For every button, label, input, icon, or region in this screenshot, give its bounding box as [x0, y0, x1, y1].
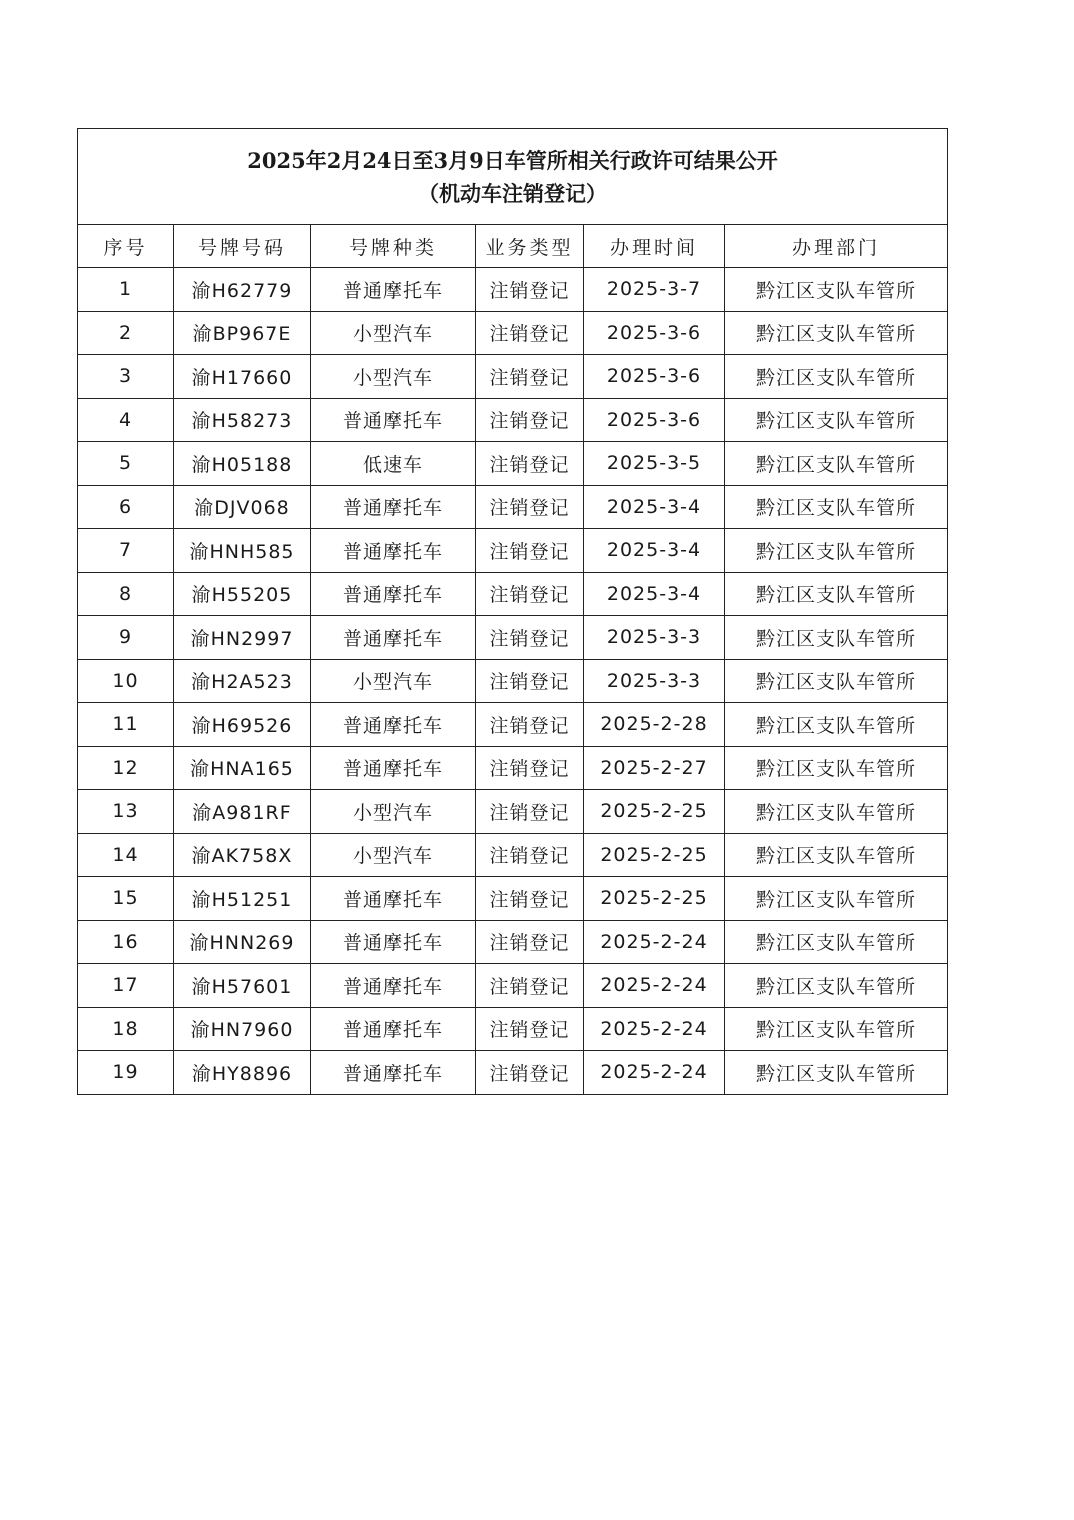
cell-department: 黔江区支队车管所	[725, 529, 948, 573]
cell-business-type: 注销登记	[476, 398, 584, 442]
table-row	[78, 311, 948, 355]
cell-business-type: 注销登记	[476, 659, 584, 703]
cell-process-date: 2025-2-24	[584, 964, 725, 1008]
title-line-2: （机动车注销登记）	[418, 180, 608, 206]
cell-department: 黔江区支队车管所	[725, 964, 948, 1008]
cell-index: 10	[78, 659, 174, 703]
cell-process-date: 2025-3-4	[584, 485, 725, 529]
cell-plate-number: 渝H55205	[174, 572, 311, 616]
cell-business-type: 注销登记	[476, 529, 584, 573]
cell-index: 4	[78, 398, 174, 442]
cell-index: 17	[78, 964, 174, 1008]
cell-process-date: 2025-3-7	[584, 268, 725, 312]
cell-plate-type: 普通摩托车	[311, 877, 476, 921]
cell-plate-number: 渝AK758X	[174, 833, 311, 877]
cell-plate-type: 普通摩托车	[311, 268, 476, 312]
cell-index: 3	[78, 355, 174, 399]
cell-plate-type: 小型汽车	[311, 659, 476, 703]
cell-business-type: 注销登记	[476, 703, 584, 747]
cell-plate-number: 渝H58273	[174, 398, 311, 442]
cell-plate-type: 普通摩托车	[311, 1007, 476, 1051]
cell-plate-number: 渝A981RF	[174, 790, 311, 834]
cell-plate-type: 普通摩托车	[311, 485, 476, 529]
cell-department: 黔江区支队车管所	[725, 877, 948, 921]
cell-index: 19	[78, 1051, 174, 1095]
cell-plate-type: 普通摩托车	[311, 616, 476, 660]
cell-process-date: 2025-2-24	[584, 920, 725, 964]
cell-plate-number: 渝HN7960	[174, 1007, 311, 1051]
cell-index: 5	[78, 442, 174, 486]
cell-process-date: 2025-3-3	[584, 616, 725, 660]
cell-process-date: 2025-2-24	[584, 1051, 725, 1095]
cell-plate-number: 渝H69526	[174, 703, 311, 747]
cell-plate-number: 渝H2A523	[174, 659, 311, 703]
table-row	[78, 268, 948, 312]
table-row	[78, 529, 948, 573]
cell-plate-type: 普通摩托车	[311, 1051, 476, 1095]
cell-plate-number: 渝BP967E	[174, 311, 311, 355]
cell-plate-number: 渝H57601	[174, 964, 311, 1008]
cell-plate-number: 渝DJV068	[174, 485, 311, 529]
column-header-process-date: 办理时间	[584, 225, 725, 268]
table-row	[78, 746, 948, 790]
cell-process-date: 2025-2-27	[584, 746, 725, 790]
cell-business-type: 注销登记	[476, 572, 584, 616]
cell-department: 黔江区支队车管所	[725, 398, 948, 442]
cell-process-date: 2025-2-25	[584, 790, 725, 834]
header-row	[78, 225, 948, 268]
cell-index: 6	[78, 485, 174, 529]
cell-business-type: 注销登记	[476, 746, 584, 790]
cell-plate-number: 渝H51251	[174, 877, 311, 921]
cell-department: 黔江区支队车管所	[725, 659, 948, 703]
cell-plate-number: 渝HY8896	[174, 1051, 311, 1095]
cell-department: 黔江区支队车管所	[725, 485, 948, 529]
cell-index: 13	[78, 790, 174, 834]
cell-department: 黔江区支队车管所	[725, 442, 948, 486]
cell-department: 黔江区支队车管所	[725, 616, 948, 660]
cell-plate-type: 低速车	[311, 442, 476, 486]
cell-business-type: 注销登记	[476, 311, 584, 355]
cell-process-date: 2025-3-6	[584, 398, 725, 442]
cell-plate-number: 渝HN2997	[174, 616, 311, 660]
cell-index: 14	[78, 833, 174, 877]
cell-process-date: 2025-3-3	[584, 659, 725, 703]
cell-index: 1	[78, 268, 174, 312]
cell-plate-number: 渝H62779	[174, 268, 311, 312]
cell-plate-type: 普通摩托车	[311, 529, 476, 573]
cell-department: 黔江区支队车管所	[725, 833, 948, 877]
table-row	[78, 659, 948, 703]
cell-process-date: 2025-2-25	[584, 833, 725, 877]
cell-department: 黔江区支队车管所	[725, 311, 948, 355]
cell-department: 黔江区支队车管所	[725, 920, 948, 964]
cell-plate-number: 渝H05188	[174, 442, 311, 486]
cell-plate-type: 小型汽车	[311, 355, 476, 399]
cell-index: 16	[78, 920, 174, 964]
column-header-index: 序号	[78, 225, 174, 268]
cell-business-type: 注销登记	[476, 1007, 584, 1051]
cell-business-type: 注销登记	[476, 268, 584, 312]
cell-plate-type: 普通摩托车	[311, 572, 476, 616]
cell-plate-number: 渝HNA165	[174, 746, 311, 790]
cell-process-date: 2025-3-4	[584, 572, 725, 616]
cell-department: 黔江区支队车管所	[725, 1007, 948, 1051]
cell-index: 18	[78, 1007, 174, 1051]
cell-process-date: 2025-2-28	[584, 703, 725, 747]
column-header-business-type: 业务类型	[476, 225, 584, 268]
cell-business-type: 注销登记	[476, 442, 584, 486]
table-row	[78, 572, 948, 616]
cell-business-type: 注销登记	[476, 964, 584, 1008]
table-row	[78, 790, 948, 834]
table-row	[78, 920, 948, 964]
cell-department: 黔江区支队车管所	[725, 572, 948, 616]
cell-business-type: 注销登记	[476, 790, 584, 834]
table-row	[78, 616, 948, 660]
cell-index: 8	[78, 572, 174, 616]
cell-plate-type: 普通摩托车	[311, 398, 476, 442]
table-row	[78, 964, 948, 1008]
cell-department: 黔江区支队车管所	[725, 790, 948, 834]
cell-process-date: 2025-3-6	[584, 311, 725, 355]
cell-process-date: 2025-2-25	[584, 877, 725, 921]
cell-department: 黔江区支队车管所	[725, 703, 948, 747]
title-row	[78, 129, 948, 225]
cell-index: 7	[78, 529, 174, 573]
table-row	[78, 355, 948, 399]
table-row	[78, 442, 948, 486]
table-row	[78, 1007, 948, 1051]
table-row	[78, 398, 948, 442]
column-header-department: 办理部门	[725, 225, 948, 268]
cell-plate-type: 小型汽车	[311, 833, 476, 877]
cell-plate-type: 小型汽车	[311, 311, 476, 355]
cell-process-date: 2025-3-6	[584, 355, 725, 399]
cell-business-type: 注销登记	[476, 920, 584, 964]
table-body	[78, 268, 948, 1095]
cell-process-date: 2025-2-24	[584, 1007, 725, 1051]
cell-plate-number: 渝HNN269	[174, 920, 311, 964]
cell-business-type: 注销登记	[476, 1051, 584, 1095]
column-header-plate-number: 号牌号码	[174, 225, 311, 268]
cell-index: 2	[78, 311, 174, 355]
cell-business-type: 注销登记	[476, 833, 584, 877]
cell-plate-type: 普通摩托车	[311, 920, 476, 964]
cell-plate-type: 小型汽车	[311, 790, 476, 834]
cell-business-type: 注销登记	[476, 485, 584, 529]
cell-plate-number: 渝HNH585	[174, 529, 311, 573]
cell-process-date: 2025-3-5	[584, 442, 725, 486]
table-title	[78, 129, 948, 225]
cell-index: 15	[78, 877, 174, 921]
cell-business-type: 注销登记	[476, 355, 584, 399]
cell-plate-type: 普通摩托车	[311, 746, 476, 790]
records-table	[77, 128, 948, 1095]
table-row	[78, 877, 948, 921]
column-header-plate-type: 号牌种类	[311, 225, 476, 268]
cell-plate-type: 普通摩托车	[311, 964, 476, 1008]
cell-index: 12	[78, 746, 174, 790]
cell-department: 黔江区支队车管所	[725, 746, 948, 790]
cell-index: 9	[78, 616, 174, 660]
cell-department: 黔江区支队车管所	[725, 1051, 948, 1095]
cell-business-type: 注销登记	[476, 877, 584, 921]
table-row	[78, 485, 948, 529]
cell-department: 黔江区支队车管所	[725, 355, 948, 399]
cell-department: 黔江区支队车管所	[725, 268, 948, 312]
cell-business-type: 注销登记	[476, 616, 584, 660]
cell-plate-number: 渝H17660	[174, 355, 311, 399]
table-row	[78, 1051, 948, 1095]
table-row	[78, 833, 948, 877]
cell-process-date: 2025-3-4	[584, 529, 725, 573]
cell-plate-type: 普通摩托车	[311, 703, 476, 747]
table-row	[78, 703, 948, 747]
cell-index: 11	[78, 703, 174, 747]
title-line-1: 2025年2月24日至3月9日车管所相关行政许可结果公开	[247, 147, 778, 173]
document-sheet	[77, 128, 947, 1095]
